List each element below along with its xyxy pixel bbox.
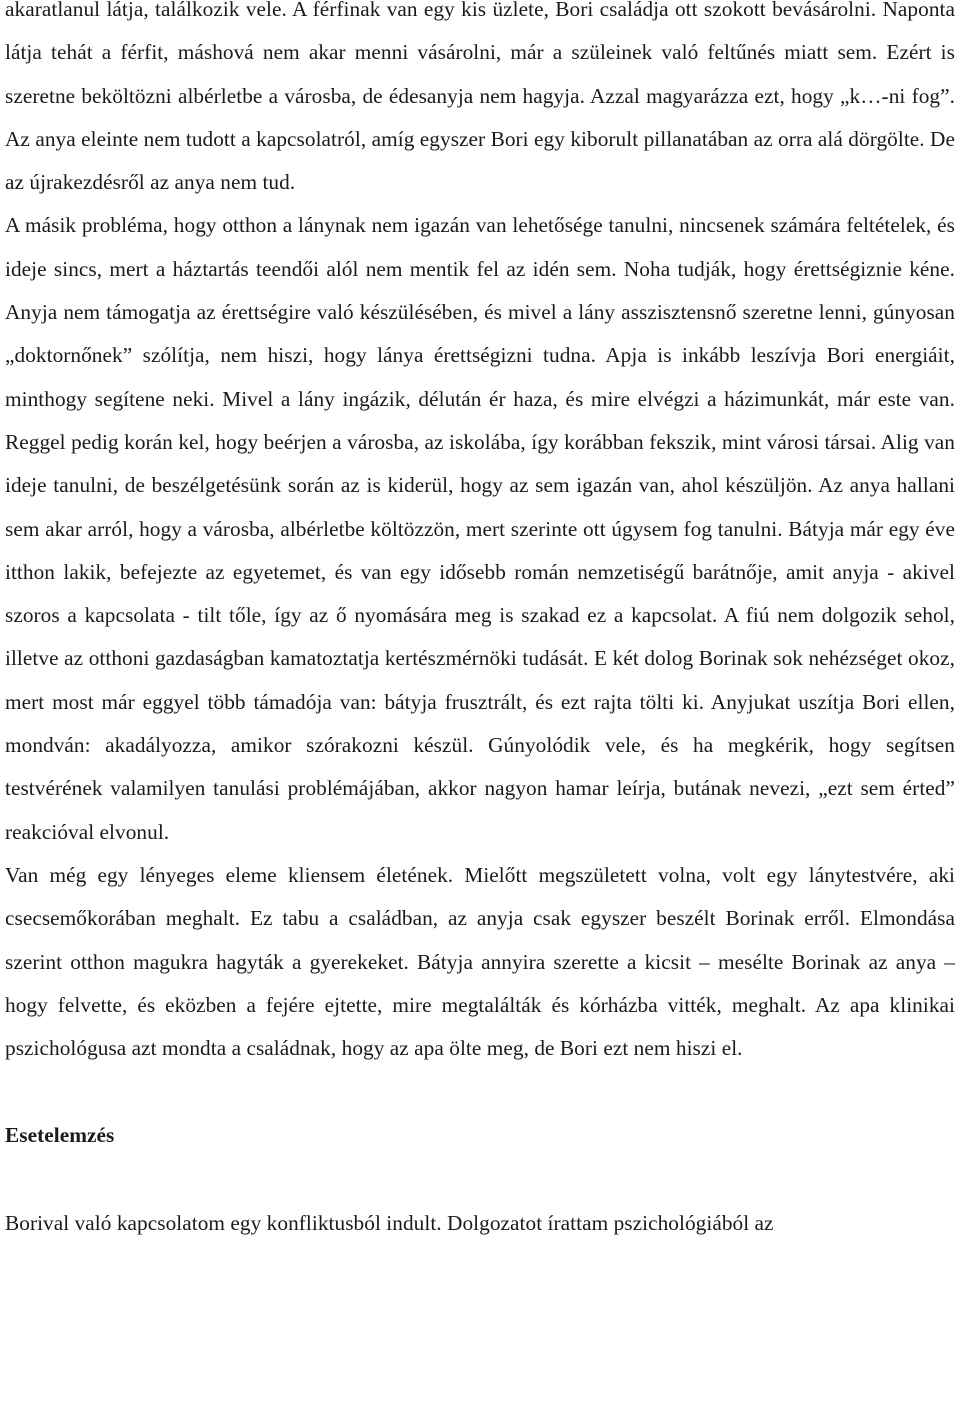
body-paragraph-1: akaratlanul látja, találkozik vele. A férfinak van egy kis üzlete, Bori családja ott szokott bevásárolni. Naponta látja tehát a férfit, máshová nem akar menni vásárolni, már a szüleinek való feltűnés miatt sem. Ezért is szeretne beköltözni albérletbe a városba, de édesanyja nem hagyja. Azzal magyarázza ezt, hogy „k…-ni fog”. Az anya eleinte nem tudott a kapcsolatról, amíg egyszer Bori egy kiborult pillanatában az orra alá dörgölte. De az újrakezdésről az anya nem tud. (5, 0, 955, 195)
closing-paragraph: Borival való kapcsolatom egy konfliktusból indult. Dolgozatot írattam pszichológiából az (5, 1210, 774, 1235)
section-heading: Esetelemzés (5, 1123, 115, 1148)
body-paragraph-3: Van még egy lényeges eleme kliensem életének. Mielőtt megszületett volna, volt egy lánytestvére, aki csecsemőkorában meghalt. Ez tabu a családban, az anyja csak egyszer beszélt Borinak erről. Elmondása szerint otthon magukra hagyták a gyerekeket. Bátyja annyira szerette a kicsit – mesélte Borinak az anya – hogy felvette, és eközben a fejére ejtette, mire megtalálták és kórházba vitték, meghalt. Az apa klinikai pszichológusa azt mondta a családnak, hogy az apa ölte meg, de Bori ezt nem hiszi el. (5, 862, 955, 1061)
body-paragraph-2: A másik probléma, hogy otthon a lánynak nem igazán van lehetősége tanulni, nincsenek számára feltételek, és ideje sincs, mert a háztartás teendői alól nem mentik fel az idén sem. Noha tudják, hogy érettségiznie kéne. Anyja nem támogatja az érettségire való készülésében, és mivel a lány asszisztensnő szeretne lenni, gúnyosan „doktornőnek” szólítja, nem hiszi, hogy lánya érettségizni tudna. Apja is inkább leszívja Bori energiáit, minthogy segítene neki. Mivel a lány ingázik, délután ér haza, és mire elvégzi a házimunkát, már este van. Reggel pedig korán kel, hogy beérjen a városba, az iskolába, így korábban fekszik, mint városi társai. Alig van ideje tanulni, de beszélgetésünk során az is kiderül, hogy az sem igazán van, ahol készüljön. Az anya hallani sem akar arról, hogy a városba, albérletbe költözzön, mert szerinte ott úgysem fog tanulni. Bátyja már egy éve itthon lakik, befejezte az egyetemet, és van egy idősebb román nemzetiségű barátnője, amit anyja - akivel szoros a kapcsolata - tilt tőle, így az ő nyomására meg is szakad ez a kapcsolat. A fiú nem dolgozik sehol, illetve az otthoni gazdaságban kamatoztatja kertészmérnöki tudását. E két dolog Borinak sok nehézséget okoz, mert most már eggyel több támadója van: bátyja frusztrált, és ezt rajta tölti ki. Anyjukat uszítja Bori ellen, mondván: akadályozza, amikor szórakozni készül. Gúnyolódik vele, és ha megkérik, hogy segítsen testvérének valamilyen tanulási problémájában, akkor nagyon hamar leírja, butának nevezi, „ezt sem érted” reakcióval elvonul. (5, 213, 955, 844)
document-page (5, 0, 955, 1245)
